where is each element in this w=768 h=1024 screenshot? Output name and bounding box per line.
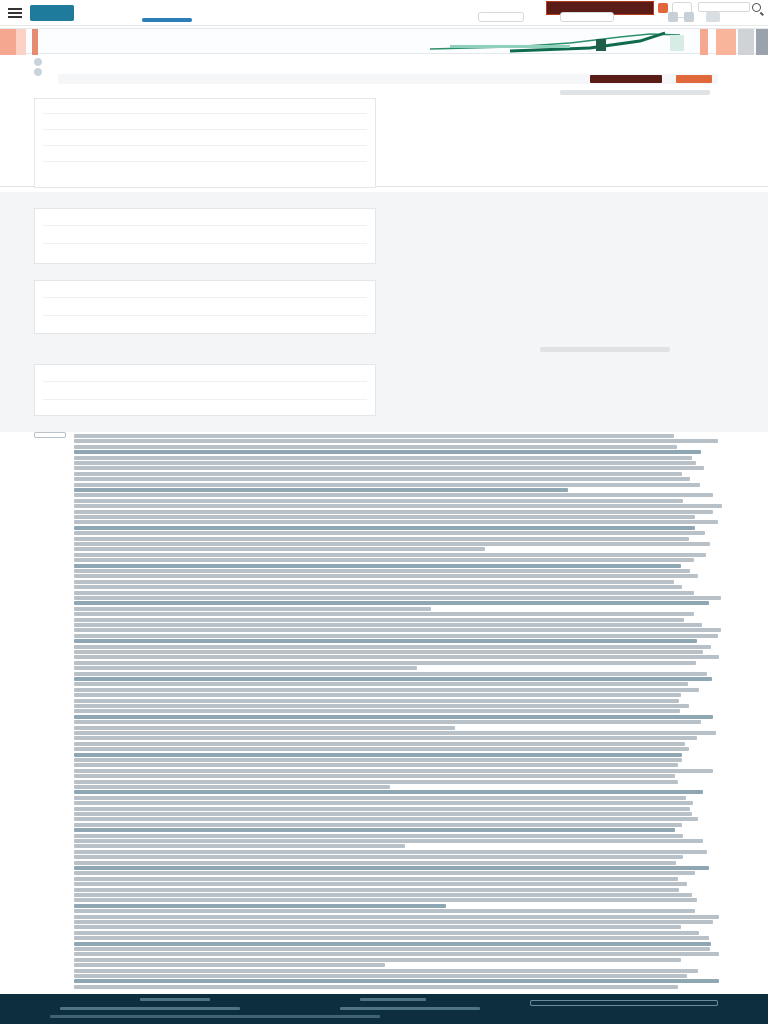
document-text-line — [74, 639, 697, 643]
document-text-line — [74, 763, 678, 767]
notice-text — [82, 74, 502, 84]
search-input[interactable] — [698, 2, 750, 12]
document-text-line — [74, 790, 703, 794]
row-line — [43, 161, 367, 162]
document-text-line — [74, 753, 682, 757]
info-icon-2 — [34, 68, 42, 76]
notice-button-secondary[interactable] — [676, 75, 712, 83]
list-item[interactable] — [402, 292, 722, 301]
document-text-line — [74, 958, 681, 962]
section-heading-related — [36, 194, 376, 206]
related-preview-box[interactable] — [34, 208, 376, 264]
document-text-line — [74, 510, 713, 514]
document-text-line — [74, 974, 687, 978]
document-text-line — [74, 936, 709, 940]
ad-stripe-left-3 — [32, 29, 38, 55]
document-text-line — [74, 472, 682, 476]
list-item[interactable] — [402, 270, 722, 279]
list-item[interactable] — [402, 312, 722, 321]
document-text-line — [74, 861, 676, 865]
document-text-line — [74, 504, 722, 508]
more-icon[interactable] — [706, 12, 720, 22]
document-text-line — [74, 893, 692, 897]
document-text-line — [74, 839, 703, 843]
document-text-line — [74, 526, 695, 530]
row-line — [43, 225, 367, 226]
document-text-line — [74, 688, 699, 692]
document-text-line — [74, 942, 711, 946]
document-text-line — [74, 709, 680, 713]
section-heading-recent — [36, 350, 376, 362]
document-text-line — [74, 888, 679, 892]
document-text-line — [74, 488, 568, 492]
document-text-line — [74, 823, 682, 827]
document-text-line — [74, 499, 683, 503]
document-text-line — [74, 558, 694, 562]
document-text-line — [74, 574, 698, 578]
document-text-line — [74, 445, 677, 449]
document-text-line — [74, 855, 683, 859]
info-line-1 — [46, 56, 296, 66]
document-text-line — [74, 807, 690, 811]
document-text-line — [74, 434, 674, 438]
document-text-line — [74, 607, 431, 611]
row-line — [43, 113, 367, 114]
list-item[interactable] — [402, 130, 722, 139]
recent-preview-box[interactable] — [34, 364, 376, 416]
list-item[interactable] — [402, 366, 722, 375]
footer-link-bar — [60, 1007, 240, 1010]
list-meta — [560, 90, 710, 95]
document-text-line — [74, 569, 690, 573]
document-text-line — [74, 952, 719, 956]
document-text-line — [74, 925, 681, 929]
list-item[interactable] — [402, 332, 722, 341]
document-text-line — [74, 731, 716, 735]
document-text-line — [74, 931, 699, 935]
ad-stripe-right-4 — [756, 29, 768, 55]
document-text-line — [74, 677, 712, 681]
document-text-line — [74, 585, 682, 589]
ad-stripe-left — [0, 29, 16, 55]
similar-preview-box[interactable] — [34, 280, 376, 334]
list-item[interactable] — [402, 220, 722, 229]
language-select[interactable] — [530, 1000, 718, 1006]
list-item[interactable] — [402, 180, 722, 189]
ad-text[interactable] — [54, 32, 474, 52]
ad-image[interactable] — [420, 31, 690, 53]
document-body — [74, 434, 726, 994]
document-text-line — [74, 682, 688, 686]
document-text-line — [74, 909, 695, 913]
document-text-line — [74, 801, 693, 805]
document-text-line — [74, 623, 702, 627]
list-item[interactable] — [402, 386, 722, 395]
document-text-line — [74, 785, 390, 789]
hamburger-icon[interactable] — [8, 8, 22, 18]
document-text-line — [74, 645, 711, 649]
document-text-line — [74, 817, 698, 821]
list-meta — [540, 347, 670, 352]
document-text-line — [74, 715, 713, 719]
document-text-line — [74, 483, 700, 487]
footer-link-bar — [140, 998, 210, 1001]
document-text-line — [74, 834, 683, 838]
ad-stripe-right-3 — [738, 29, 754, 55]
document-text-line — [74, 666, 417, 670]
footer-copyright-bar — [50, 1015, 380, 1018]
document-text-line — [74, 650, 703, 654]
ad-stripe-right-2 — [716, 29, 736, 55]
document-text-line — [74, 866, 709, 870]
list-item[interactable] — [402, 110, 722, 119]
document-text-line — [74, 655, 719, 659]
document-text-line — [74, 596, 721, 600]
footer — [0, 994, 768, 1024]
document-text-line — [74, 704, 689, 708]
notice-button-primary[interactable] — [590, 75, 662, 83]
share-button[interactable] — [560, 12, 614, 22]
recommended-preview-box[interactable] — [34, 98, 376, 188]
section-heading-similar — [36, 266, 376, 278]
document-text-line — [74, 439, 718, 443]
document-text-line — [74, 979, 719, 983]
list-item[interactable] — [402, 406, 722, 415]
document-text-line — [74, 531, 705, 535]
document-text-line — [74, 871, 695, 875]
document-text-line — [74, 947, 710, 951]
document-text-line — [74, 580, 674, 584]
list-item[interactable] — [402, 230, 722, 239]
document-text-line — [74, 547, 485, 551]
ad-stripe-left-2 — [16, 29, 26, 55]
document-text-line — [74, 882, 687, 886]
document-text-line — [74, 493, 713, 497]
notice-bar — [58, 74, 718, 84]
list-item[interactable] — [402, 260, 722, 269]
document-text-line — [74, 456, 692, 460]
ad-stripe-right-1 — [700, 29, 708, 55]
list-item[interactable] — [402, 302, 722, 311]
share-icon[interactable] — [684, 12, 694, 22]
footer-link-bar — [360, 998, 426, 1001]
document-text-line — [74, 844, 405, 848]
document-text-line — [74, 477, 690, 481]
document-text-line — [74, 672, 707, 676]
document-text-line — [74, 904, 446, 908]
document-text-line — [74, 515, 695, 519]
document-text-line — [74, 985, 678, 989]
row-line — [43, 129, 367, 130]
info-icon — [34, 58, 42, 66]
document-text-line — [74, 726, 455, 730]
list-item[interactable] — [402, 100, 722, 109]
list-item[interactable] — [402, 240, 722, 249]
document-text-line — [74, 699, 679, 703]
document-text-line — [74, 720, 701, 724]
document-toc-toggle[interactable] — [34, 432, 66, 438]
row-line — [43, 297, 367, 298]
document-text-line — [74, 769, 713, 773]
document-text-line — [74, 537, 689, 541]
page-title — [38, 8, 458, 26]
document-text-line — [74, 742, 685, 746]
document-text-line — [74, 601, 709, 605]
document-text-line — [74, 963, 385, 967]
notification-icon[interactable] — [658, 3, 668, 13]
document-text-line — [74, 812, 692, 816]
document-text-line — [74, 693, 681, 697]
list-item[interactable] — [402, 160, 722, 169]
ad-banner[interactable] — [0, 28, 768, 54]
list-item[interactable] — [402, 120, 722, 129]
list-item[interactable] — [402, 210, 722, 219]
document-text-line — [74, 542, 710, 546]
document-text-line — [74, 796, 686, 800]
search-icon[interactable] — [752, 3, 761, 12]
list-item[interactable] — [402, 282, 722, 291]
row-line — [43, 381, 367, 382]
document-text-line — [74, 877, 678, 881]
download-button[interactable] — [478, 12, 524, 22]
document-text-line — [74, 520, 718, 524]
document-text-line — [74, 774, 675, 778]
document-text-line — [74, 780, 678, 784]
list-item[interactable] — [402, 356, 722, 365]
document-text-line — [74, 747, 689, 751]
language-label — [561, 1001, 681, 1007]
document-text-line — [74, 461, 696, 465]
list-item[interactable] — [402, 322, 722, 331]
document-text-line — [74, 628, 721, 632]
document-text-line — [74, 553, 706, 557]
row-line — [43, 243, 367, 244]
document-text-line — [74, 466, 704, 470]
document-text-line — [74, 915, 719, 919]
document-text-line — [74, 661, 696, 665]
document-text-line — [74, 564, 681, 568]
bookmark-icon[interactable] — [668, 12, 678, 22]
document-text-line — [74, 591, 694, 595]
row-line — [43, 399, 367, 400]
list-item[interactable] — [402, 396, 722, 405]
document-text-line — [74, 634, 718, 638]
document-text-line — [74, 898, 697, 902]
row-line — [43, 145, 367, 146]
list-item[interactable] — [402, 140, 722, 149]
document-text-line — [74, 828, 675, 832]
row-line — [43, 315, 367, 316]
footer-link-bar — [340, 1007, 480, 1010]
list-item[interactable] — [402, 416, 722, 425]
list-item[interactable] — [402, 200, 722, 209]
document-text-line — [74, 969, 698, 973]
document-text-line — [74, 450, 701, 454]
list-item[interactable] — [402, 376, 722, 385]
document-text-line — [74, 850, 707, 854]
list-item[interactable] — [402, 250, 722, 259]
list-item[interactable] — [402, 170, 722, 179]
list-item[interactable] — [402, 150, 722, 159]
document-text-line — [74, 758, 682, 762]
document-text-line — [74, 612, 694, 616]
document-text-line — [74, 618, 684, 622]
document-text-line — [74, 920, 713, 924]
document-text-line — [74, 736, 697, 740]
